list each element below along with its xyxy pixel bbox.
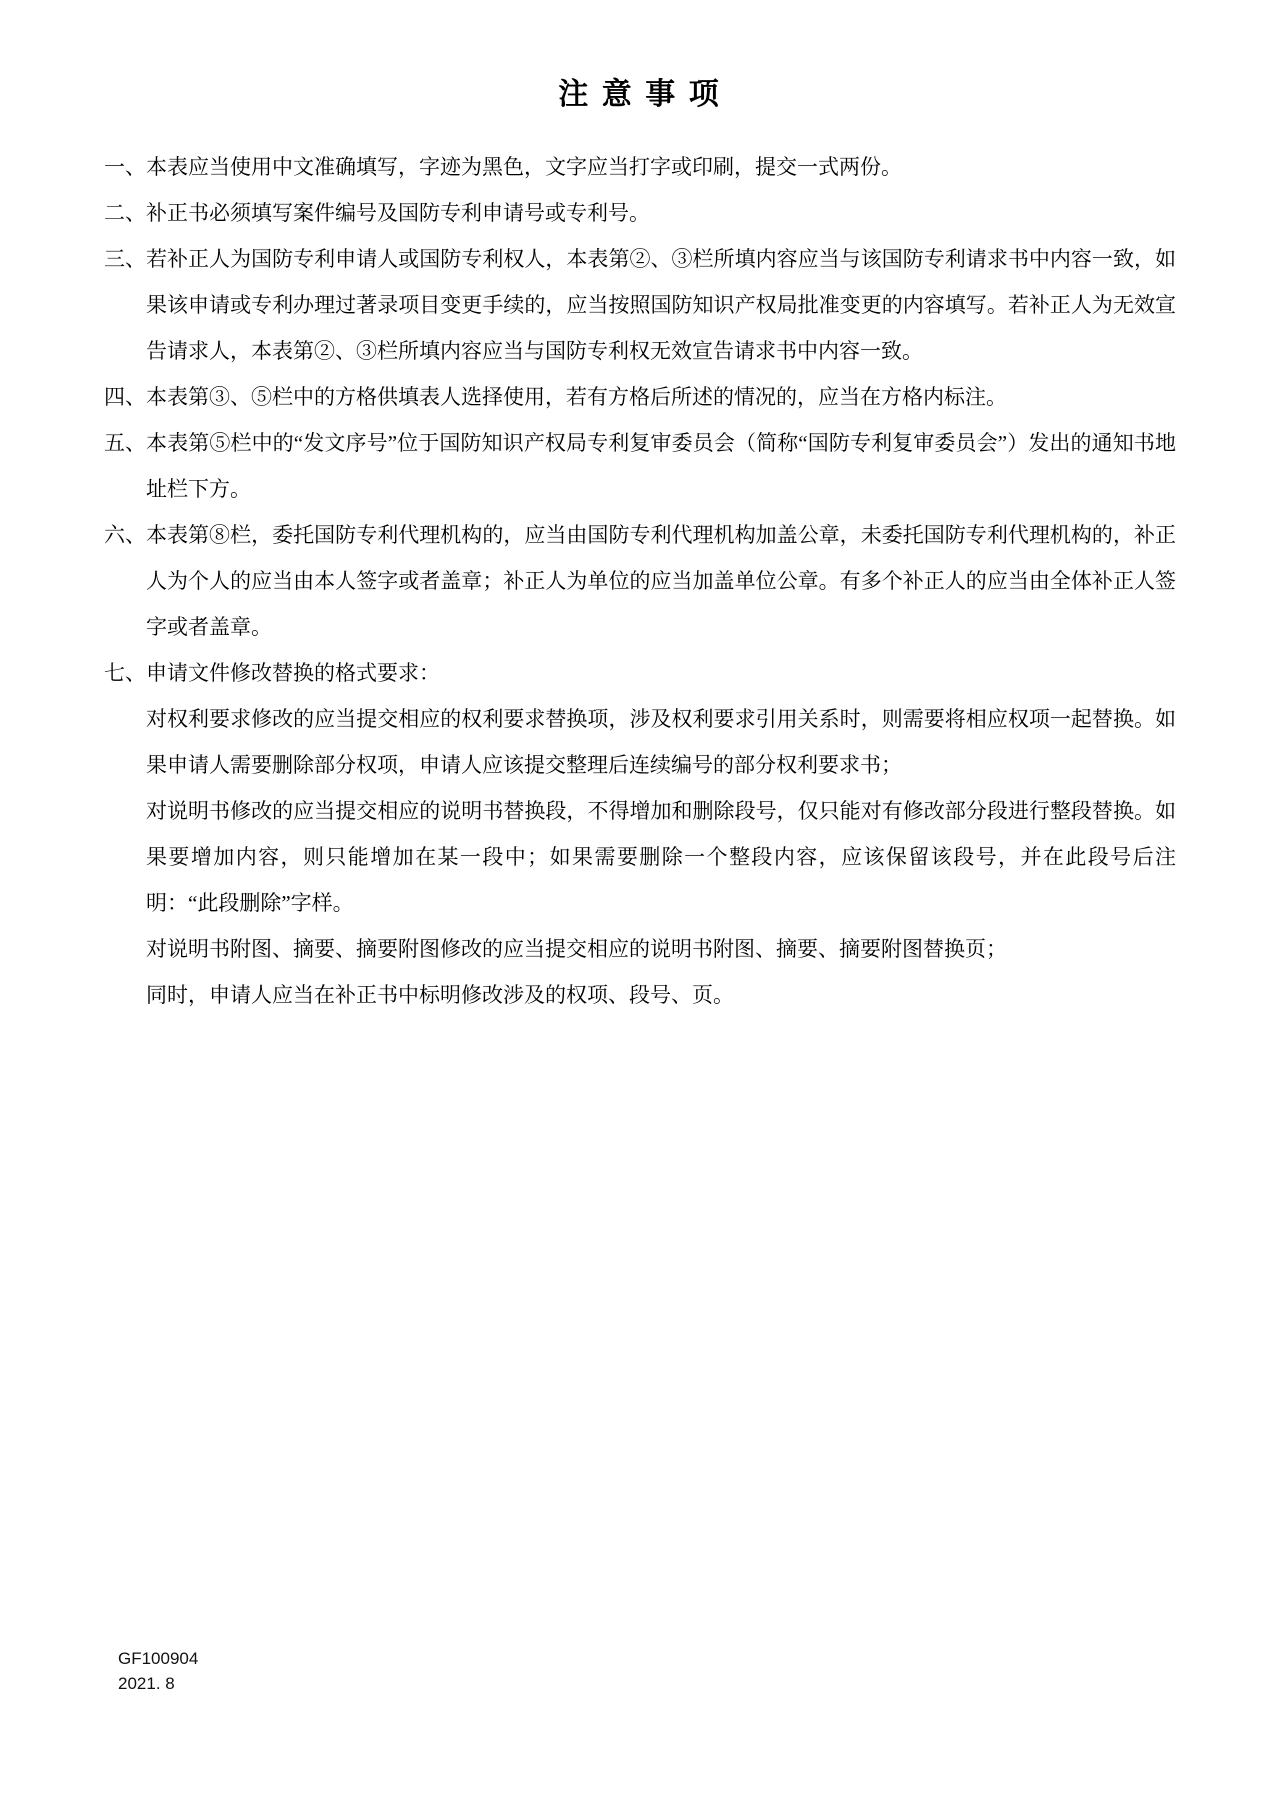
note-paragraph: 对权利要求修改的应当提交相应的权利要求替换项，涉及权利要求引用关系时，则需要将相应权项一起替换。如果申请人需要删除部分权项，申请人应该提交整理后连续编号的部分权利要求书；: [146, 707, 1176, 777]
note-paragraph: 本表第③、⑤栏中的方格供填表人选择使用，若有方格后所述的情况的，应当在方格内标注。: [146, 385, 1007, 409]
note-item-number: 七、: [104, 661, 146, 685]
form-date: 2021. 8: [118, 1674, 175, 1693]
note-item: [104, 650, 1176, 1018]
note-paragraph: 对说明书附图、摘要、摘要附图修改的应当提交相应的说明书附图、摘要、摘要附图替换页；: [146, 937, 1007, 961]
note-paragraph: 本表第⑤栏中的“发文序号”位于国防知识产权局专利复审委员会（简称“国防专利复审委员会”）发出的通知书地址栏下方。: [146, 431, 1176, 501]
note-paragraph: 对说明书修改的应当提交相应的说明书替换段，不得增加和删除段号，仅只能对有修改部分段进行整段替换。如果要增加内容，则只能增加在某一段中；如果需要删除一个整段内容，应该保留该段号，并在此段号后注明：“此段删除”字样。: [146, 799, 1176, 915]
note-item-text: [146, 144, 1176, 190]
note-paragraph: 补正书必须填写案件编号及国防专利申请号或专利号。: [146, 201, 650, 225]
note-paragraph: 本表应当使用中文准确填写，字迹为黑色，文字应当打字或印刷，提交一式两份。: [146, 155, 902, 179]
note-item-text: [146, 374, 1176, 420]
note-item-text: [146, 236, 1176, 374]
note-paragraph: 同时，申请人应当在补正书中标明修改涉及的权项、段号、页。: [146, 983, 734, 1007]
page-title: 注 意 事 项: [558, 78, 722, 111]
note-item-text: [146, 420, 1176, 512]
note-item-number: 四、: [104, 385, 146, 409]
page-footer: [118, 1646, 198, 1696]
note-item-text: [146, 512, 1176, 650]
note-item-number: 三、: [104, 247, 146, 271]
form-code: GF100904: [118, 1649, 199, 1668]
note-item-number: 六、: [104, 523, 146, 547]
note-item-number: 五、: [104, 431, 146, 455]
note-item-number: 一、: [104, 155, 146, 179]
note-item: [104, 236, 1176, 374]
note-item: [104, 190, 1176, 236]
note-paragraph: 本表第⑧栏，委托国防专利代理机构的，应当由国防专利代理机构加盖公章，未委托国防专利代理机构的，补正人为个人的应当由本人签字或者盖章；补正人为单位的应当加盖单位公章。有多个补正人的应当由全体补正人签字或者盖章。: [146, 523, 1176, 639]
note-item: [104, 144, 1176, 190]
notes-list: [104, 144, 1176, 1018]
note-paragraph: 若补正人为国防专利申请人或国防专利权人，本表第②、③栏所填内容应当与该国防专利请求书中内容一致，如果该申请或专利办理过著录项目变更手续的，应当按照国防知识产权局批准变更的内容填写。若补正人为无效宣告请求人，本表第②、③栏所填内容应当与国防专利权无效宣告请求书中内容一致。: [146, 247, 1176, 363]
note-item: [104, 420, 1176, 512]
note-item-text: [146, 190, 1176, 236]
note-item-text: [146, 650, 1176, 1018]
note-item: [104, 512, 1176, 650]
note-paragraph: 申请文件修改替换的格式要求：: [146, 661, 440, 685]
note-item-number: 二、: [104, 201, 146, 225]
note-item: [104, 374, 1176, 420]
